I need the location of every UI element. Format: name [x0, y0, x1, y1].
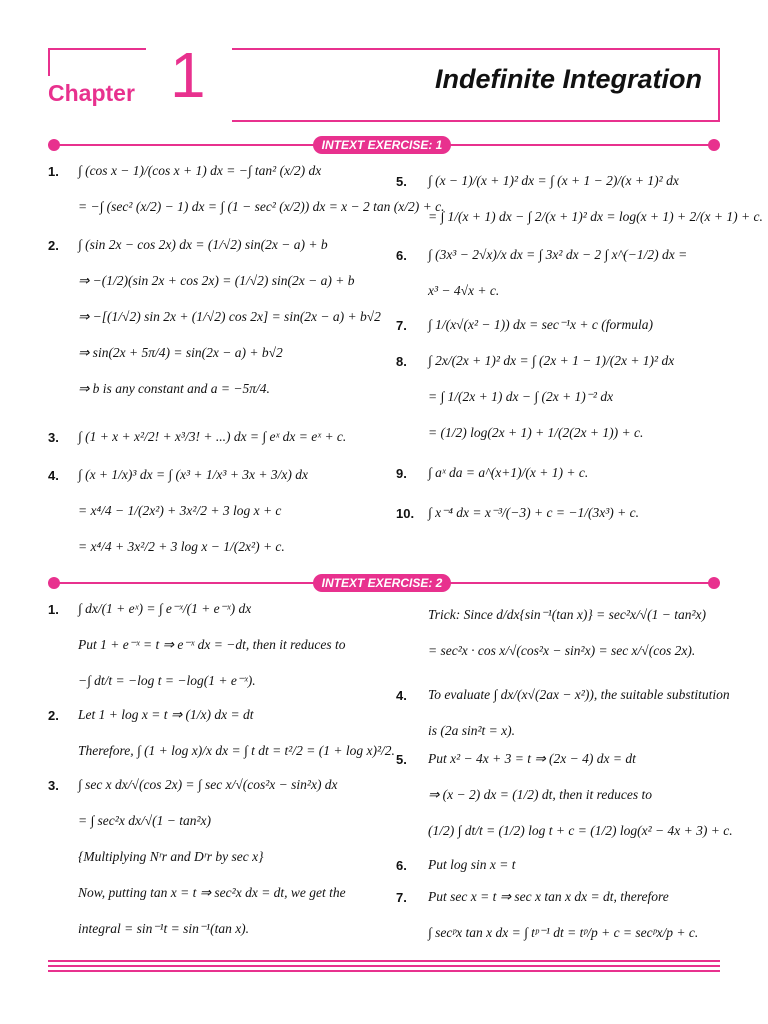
solution-line: ⇒ −(1/2)(sin 2x + cos 2x) = (1/√2) sin(2x − a) + b: [78, 273, 355, 288]
header-frame-right-side: [718, 48, 720, 122]
solution-line: x³ − 4√x + c.: [428, 283, 500, 298]
solution-line: ⇒ sin(2x + 5π/4) = sin(2x − a) + b√2: [78, 345, 283, 360]
solution-line: Let 1 + log x = t ⇒ (1/x) dx = dt: [78, 707, 254, 722]
chapter-title: Indefinite Integration: [435, 64, 702, 94]
header-frame-bottom: [232, 120, 720, 122]
solution-line: = sec²x · cos x/√(cos²x − sin²x) = sec x/√(cos 2x).: [428, 643, 696, 658]
problem-number: 7.: [396, 890, 407, 905]
problem-number: 3.: [48, 430, 59, 445]
solution-line: ⇒ (x − 2) dx = (1/2) dt, then it reduces to: [428, 787, 652, 802]
problem-number: 6.: [396, 858, 407, 873]
header-frame-left-side: [48, 48, 50, 76]
section-2-title: INTEXT EXERCISE: 2: [313, 574, 451, 592]
chapter-number: 1: [170, 39, 206, 111]
solution-line: ∫ sec x dx/√(cos 2x) = ∫ sec x/√(cos²x − sin²x) dx: [78, 777, 338, 792]
footer-rule-1: [48, 960, 720, 962]
solution-line: = ∫ sec²x dx/√(1 − tan²x): [78, 813, 212, 828]
chapter-label: Chapter: [48, 80, 135, 106]
problem-number: 9.: [396, 466, 407, 481]
solution-line: Put sec x = t ⇒ sec x tan x dx = dt, therefore: [428, 889, 669, 904]
solution-line: −∫ dt/t = −log t = −log(1 + e⁻ˣ).: [78, 673, 256, 688]
solution-line: = ∫ 1/(2x + 1) dx − ∫ (2x + 1)⁻² dx: [428, 389, 614, 404]
solution-line: is (2a sin²t = x).: [428, 723, 516, 738]
problem-number: 10.: [396, 506, 415, 521]
section-1-title: INTEXT EXERCISE: 1: [313, 136, 451, 154]
solution-line: ∫ (1 + x + x²/2! + x³/3! + ...) dx = ∫ eˣ dx = eˣ + c.: [78, 429, 347, 444]
problem-number: 1.: [48, 164, 59, 179]
solution-line: {Multiplying Nʳr and Dʳr by sec x}: [78, 849, 264, 864]
solution-line: = (1/2) log(2x + 1) + 1/(2(2x + 1)) + c.: [428, 425, 644, 440]
problem-number: 4.: [48, 468, 59, 483]
solution-line: = −∫ (sec² (x/2) − 1) dx = ∫ (1 − sec² (x/2)) dx = x − 2 tan (x/2) + c.: [78, 199, 445, 214]
problem-number: 8.: [396, 354, 407, 369]
solution-line: ⇒ b is any constant and a = −5π/4.: [78, 381, 270, 396]
solution-line: ∫ secᵖx tan x dx = ∫ tᵖ⁻¹ dt = tᵖ/p + c = secᵖx/p + c.: [428, 925, 699, 940]
problem-number: 2.: [48, 238, 59, 253]
solution-line: = x⁴/4 + 3x²/2 + 3 log x − 1/(2x²) + c.: [78, 539, 285, 554]
solution-line: = x⁴/4 − 1/(2x²) + 3x²/2 + 3 log x + c: [78, 503, 282, 518]
solution-line: (1/2) ∫ dt/t = (1/2) log t + c = (1/2) log(x² − 4x + 3) + c.: [428, 823, 733, 838]
footer-rule-2: [48, 965, 720, 967]
solution-line: Put x² − 4x + 3 = t ⇒ (2x − 4) dx = dt: [428, 751, 636, 766]
problem-number: 5.: [396, 174, 407, 189]
solution-line: ∫ dx/(1 + eˣ) = ∫ e⁻ˣ/(1 + e⁻ˣ) dx: [78, 601, 252, 616]
solution-line: Now, putting tan x = t ⇒ sec²x dx = dt, we get the: [78, 885, 346, 900]
problem-number: 5.: [396, 752, 407, 767]
solution-line: ∫ (x + 1/x)³ dx = ∫ (x³ + 1/x³ + 3x + 3/x) dx: [78, 467, 309, 482]
problem-number: 2.: [48, 708, 59, 723]
solution-line: ∫ (x − 1)/(x + 1)² dx = ∫ (x + 1 − 2)/(x + 1)² dx: [428, 173, 679, 188]
solution-line: = ∫ 1/(x + 1) dx − ∫ 2/(x + 1)² dx = log(x + 1) + 2/(x + 1) + c.: [428, 209, 763, 224]
solution-line: ∫ 1/(x√(x² − 1)) dx = sec⁻¹x + c (formula): [428, 317, 653, 332]
solution-line: Trick: Since d/dx{sin⁻¹(tan x)} = sec²x/√(1 − tan²x): [428, 607, 706, 622]
solution-line: ⇒ −[(1/√2) sin 2x + (1/√2) cos 2x] = sin(2x − a) + b√2: [78, 309, 381, 324]
solution-line: ∫ x⁻⁴ dx = x⁻³/(−3) + c = −1/(3x³) + c.: [428, 505, 639, 520]
solution-line: To evaluate ∫ dx/(x√(2ax − x²)), the suitable substitution: [428, 687, 730, 702]
solution-line: integral = sin⁻¹t = sin⁻¹(tan x).: [78, 921, 250, 936]
solution-line: ∫ (sin 2x − cos 2x) dx = (1/√2) sin(2x − a) + b: [78, 237, 328, 252]
solution-line: ∫ (3x³ − 2√x)/x dx = ∫ 3x² dx − 2 ∫ x^(−1/2) dx =: [428, 247, 688, 262]
solution-line: Therefore, ∫ (1 + log x)/x dx = ∫ t dt = t²/2 = (1 + log x)²/2.: [78, 743, 395, 758]
problem-number: 6.: [396, 248, 407, 263]
section-2-dot-right: [708, 577, 720, 589]
solution-line: Put 1 + e⁻ˣ = t ⇒ e⁻ˣ dx = −dt, then it reduces to: [78, 637, 346, 652]
header-frame-right-top: [232, 48, 720, 50]
problem-number: 7.: [396, 318, 407, 333]
problem-number: 3.: [48, 778, 59, 793]
solution-line: Put log sin x = t: [428, 857, 516, 872]
problem-number: 4.: [396, 688, 407, 703]
solution-line: ∫ (cos x − 1)/(cos x + 1) dx = −∫ tan² (x/2) dx: [78, 163, 322, 178]
section-1-dot-right: [708, 139, 720, 151]
solution-line: ∫ 2x/(2x + 1)² dx = ∫ (2x + 1 − 1)/(2x + 1)² dx: [428, 353, 675, 368]
footer-rule-3: [48, 970, 720, 972]
problem-number: 1.: [48, 602, 59, 617]
header-frame-left-top: [48, 48, 146, 50]
solution-line: ∫ aˣ da = a^(x+1)/(x + 1) + c.: [428, 465, 589, 480]
